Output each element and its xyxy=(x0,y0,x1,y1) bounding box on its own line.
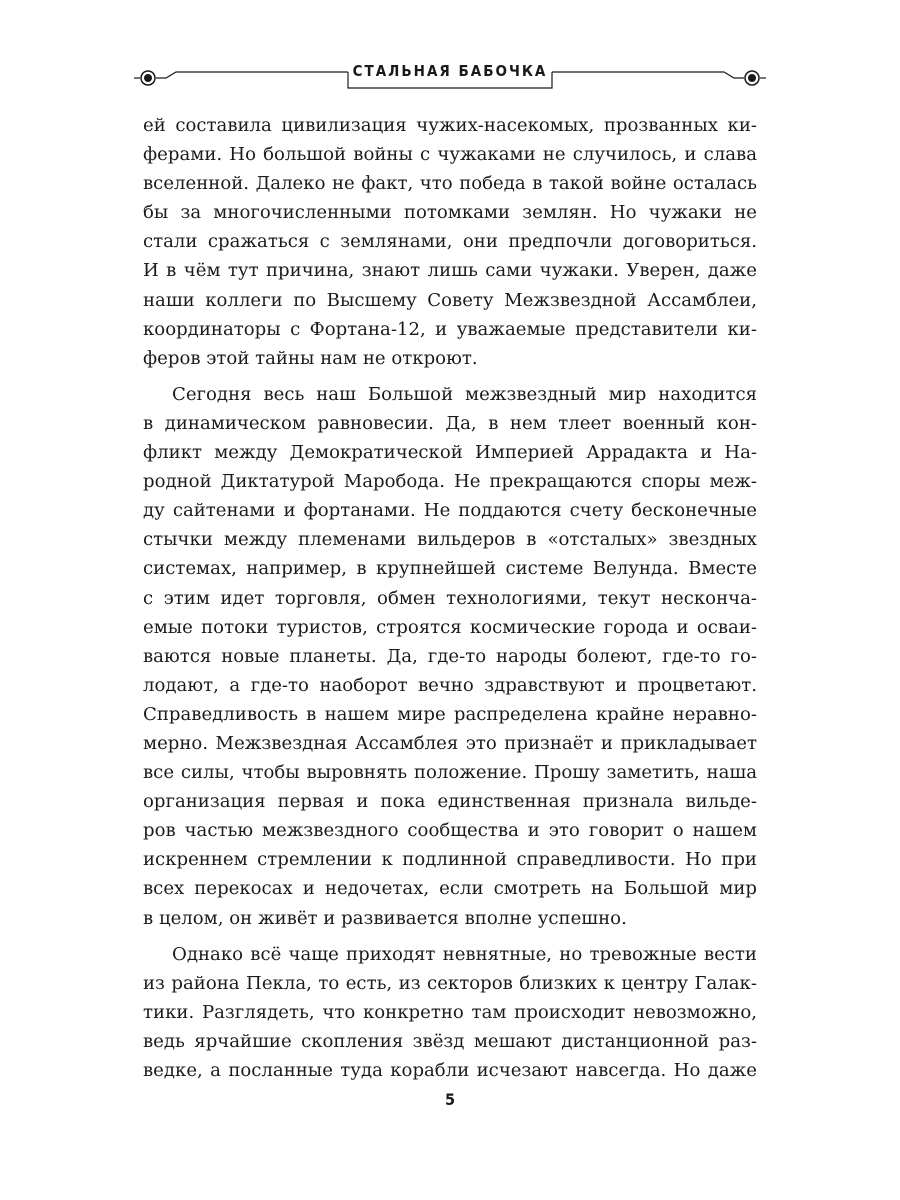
text-line: И в чём тут причина, знают лишь сами чужаки. Уверен, даже xyxy=(143,260,757,282)
text-line: фликт между Демократической Империей Аррадакта и На- xyxy=(143,442,757,464)
text-line: Справедливость в нашем мире распределена крайне неравно- xyxy=(143,703,757,725)
text-line: в динамическом равновесии. Да, в нем тлеет военный кон- xyxy=(143,412,757,434)
text-line: с этим идет торговля, обмен технологиями, текут несконча- xyxy=(143,587,757,609)
text-line: ров частью межзвездного сообщества и это говорит о нашем xyxy=(143,820,757,842)
text-line: организация первая и пока единственная признала вильде- xyxy=(143,791,757,813)
page-number: 5 xyxy=(444,1090,455,1109)
text-line: ваются новые планеты. Да, где-то народы болеют, где-то го- xyxy=(143,645,757,667)
text-line: в целом, он живёт и развивается вполне успешно. xyxy=(143,907,627,929)
text-line: родной Диктатурой Маробода. Не прекращаются споры меж- xyxy=(143,471,757,493)
text-line: феров этой тайны нам не откроют. xyxy=(143,347,478,369)
text-line: координаторы с Фортана-12, и уважаемые представители ки- xyxy=(143,318,757,340)
paragraph xyxy=(143,940,757,1085)
text-line: Сегодня весь наш Большой межзвездный мир находится xyxy=(172,383,757,405)
paragraph xyxy=(143,111,757,373)
text-line: мерно. Межзвездная Ассамблея это признаёт и прикладывает xyxy=(143,732,757,754)
text-line: системах, например, в крупнейшей системе Велунда. Вместе xyxy=(143,558,757,580)
text-line: ведь ярчайшие скопления звёзд мешают дистанционной раз- xyxy=(143,1030,757,1052)
text-line: искреннем стремлении к подлинной справедливости. Но при xyxy=(143,849,757,871)
text-line: бы за многочисленными потомками землян. Но чужаки не xyxy=(143,202,757,224)
text-line: из района Пекла, то есть, из секторов близких к центру Галак- xyxy=(143,972,757,994)
text-line: емые потоки туристов, строятся космические города и осваи- xyxy=(143,616,757,638)
text-line: стали сражаться с землянами, они предпочли договориться. xyxy=(143,231,757,253)
text-line: лодают, а где-то наоборот вечно здравствуют и процветают. xyxy=(143,674,757,696)
text-line: стычки между племенами вильдеров в «отсталых» звездных xyxy=(143,529,757,551)
text-line: все силы, чтобы выровнять положение. Прошу заметить, наша xyxy=(143,762,757,784)
text-line: наши коллеги по Высшему Совету Межзвездной Ассамблеи, xyxy=(143,289,757,311)
text-line: всех перекосах и недочетах, если смотреть на Большой мир xyxy=(143,878,757,900)
text-line: вселенной. Далеко не факт, что победа в такой войне осталась xyxy=(143,173,757,195)
text-line: Однако всё чаще приходят невнятные, но тревожные вести xyxy=(172,943,757,965)
running-title: СТАЛЬНАЯ БАБОЧКА xyxy=(352,62,548,80)
paragraph xyxy=(143,380,757,933)
running-head xyxy=(130,58,770,98)
body-text xyxy=(143,111,757,1085)
text-line: ей составила цивилизация чужих-насекомых, прозванных ки- xyxy=(143,115,757,136)
text-line: ведке, а посланные туда корабли исчезают навсегда. Но даже xyxy=(143,1060,757,1081)
text-line: ферами. Но большой войны с чужаками не случилось, и слава xyxy=(143,144,757,166)
text-line: тики. Разглядеть, что конкретно там происходит невозможно, xyxy=(143,1001,757,1023)
text-line: ду сайтенами и фортанами. Не поддаются счету бесконечные xyxy=(143,500,757,522)
